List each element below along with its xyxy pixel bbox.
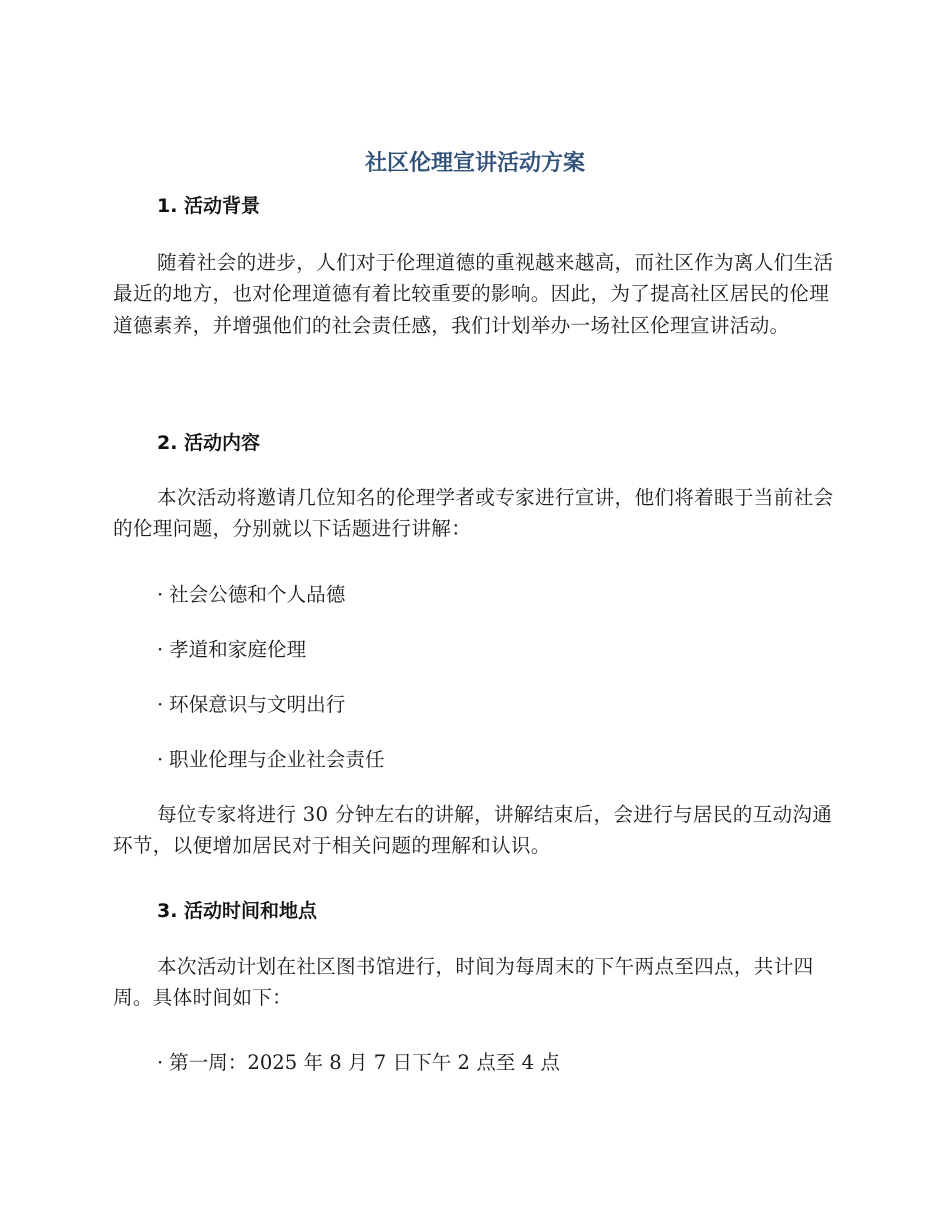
bullet-marker: · bbox=[157, 1051, 164, 1074]
paragraph-content-outro: 每位专家将进行 30 分钟左右的讲解，讲解结束后，会进行与居民的互动沟通环节，以便增加居民对于相关问题的理解和认识。 bbox=[113, 803, 833, 858]
list-item bbox=[157, 744, 385, 775]
section-heading-content: 2. 活动内容 bbox=[157, 432, 261, 454]
list-item-text: 孝道和家庭伦理 bbox=[169, 638, 307, 661]
list-item-text: 环保意识与文明出行 bbox=[169, 693, 346, 716]
list-item bbox=[157, 689, 345, 720]
bullet-marker: · bbox=[157, 748, 164, 771]
list-item-text: 社会公德和个人品德 bbox=[169, 583, 346, 606]
list-item-text: 第一周：2025 年 8 月 7 日下午 2 点至 4 点 bbox=[169, 1051, 560, 1074]
bullet-marker: · bbox=[157, 583, 164, 606]
document-title: 社区伦理宣讲活动方案 bbox=[364, 151, 585, 176]
paragraph-background: 随着社会的进步，人们对于伦理道德的重视越来越高，而社区作为离人们生活最近的地方，也对伦理道德有着比较重要的影响。因此，为了提高社区居民的伦理道德素养，并增强他们的社会责任感，我们计划举办一场社区伦理宣讲活动。 bbox=[113, 251, 834, 337]
paragraph-content-intro: 本次活动将邀请几位知名的伦理学者或专家进行宣讲，他们将着眼于当前社会的伦理问题，分别就以下话题进行讲解： bbox=[113, 486, 834, 541]
list-item bbox=[157, 579, 345, 610]
list-item-text: 职业伦理与企业社会责任 bbox=[169, 748, 385, 771]
list-item bbox=[157, 1047, 560, 1078]
bullet-marker: · bbox=[157, 638, 164, 661]
paragraph-time-place-intro: 本次活动计划在社区图书馆进行，时间为每周末的下午两点至四点，共计四周。具体时间如下： bbox=[113, 955, 814, 1010]
section-heading-time-place: 3. 活动时间和地点 bbox=[157, 900, 318, 922]
section-heading-background: 1. 活动背景 bbox=[157, 195, 261, 217]
bullet-marker: · bbox=[157, 693, 164, 716]
list-item bbox=[157, 634, 306, 665]
